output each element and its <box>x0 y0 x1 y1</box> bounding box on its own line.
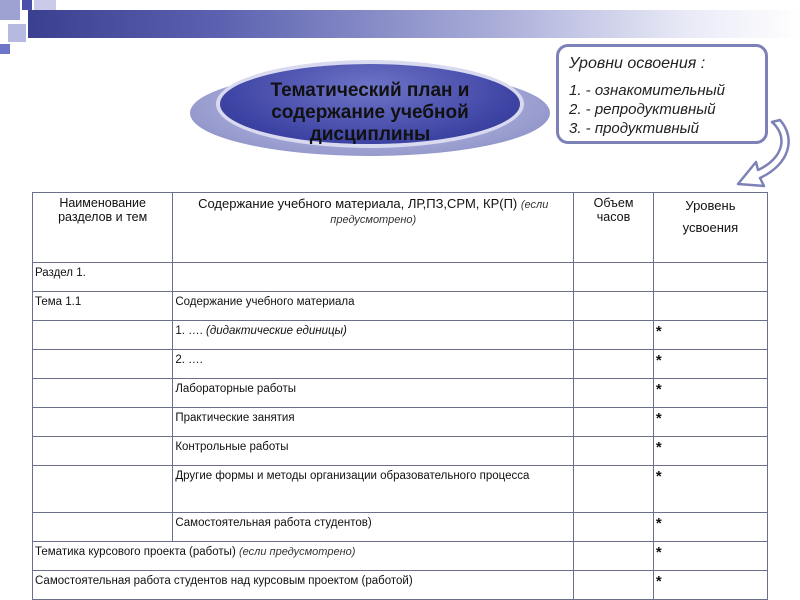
cell-item-1-number: 1. …. <box>175 325 203 337</box>
level-star: * <box>653 513 767 542</box>
page-title-line-2: содержание учебной <box>271 102 469 123</box>
table-row <box>33 379 768 408</box>
thematic-plan-table <box>32 192 768 600</box>
cell-section-1: Раздел 1. <box>33 263 173 292</box>
cell-empty <box>653 292 767 321</box>
cell-empty <box>574 321 654 350</box>
cell-course-project-self-study: Самостоятельная работа студентов над курсовым проектом (работой) <box>33 571 574 600</box>
table-row <box>33 513 768 542</box>
cell-control-works: Контрольные работы <box>173 437 574 466</box>
level-star: * <box>653 466 767 513</box>
table-header-row <box>33 193 768 263</box>
cell-item-2: 2. …. <box>173 350 574 379</box>
levels-item-1: 1. - ознакомительный <box>569 82 725 99</box>
cell-empty <box>574 263 654 292</box>
cell-empty <box>653 263 767 292</box>
cell-lab-works: Лабораторные работы <box>173 379 574 408</box>
cell-empty <box>33 513 173 542</box>
cell-course-project-topics <box>33 542 574 571</box>
cell-topic-1-1: Тема 1.1 <box>33 292 173 321</box>
header-content <box>173 193 574 263</box>
cell-empty <box>574 571 654 600</box>
cell-empty <box>574 350 654 379</box>
header-level-line-2: усвоения <box>682 220 739 235</box>
cell-course-project-note: (если предусмотрено) <box>238 546 356 558</box>
page-title-line-1: Тематический план и <box>270 80 470 101</box>
cell-practical: Практические занятия <box>173 408 574 437</box>
table-row <box>33 408 768 437</box>
header-gradient-bar <box>28 10 800 38</box>
cell-empty <box>574 542 654 571</box>
table-row <box>33 292 768 321</box>
cell-item-1-note: (дидактические единицы) <box>206 325 347 337</box>
cell-other-forms: Другие формы и методы организации образовательного процесса <box>173 466 574 513</box>
cell-empty <box>33 466 173 513</box>
level-star: * <box>653 321 767 350</box>
level-star: * <box>653 571 767 600</box>
table-row <box>33 542 768 571</box>
header-level <box>653 193 767 263</box>
decor-square <box>0 0 20 20</box>
cell-empty <box>574 466 654 513</box>
cell-empty <box>574 408 654 437</box>
page-title-line-3: дисциплины <box>309 124 431 145</box>
table-row <box>33 350 768 379</box>
table-row <box>33 437 768 466</box>
table-row <box>33 263 768 292</box>
decor-square <box>0 44 10 54</box>
header-hours-text: Объем часов <box>593 196 634 224</box>
header-content-text: Содержание учебного материала, ЛР,ПЗ,СРМ, КР(П) <box>198 196 518 211</box>
cell-empty <box>173 263 574 292</box>
level-star: * <box>653 408 767 437</box>
table-row <box>33 321 768 350</box>
cell-empty <box>574 292 654 321</box>
header-content-note: (если предусмотрено) <box>330 199 549 226</box>
levels-item-3: 3. - продуктивный <box>569 120 699 137</box>
header-sections <box>33 193 173 263</box>
cell-empty <box>33 437 173 466</box>
header-level-line-1: Уровень <box>685 198 736 213</box>
level-star: * <box>653 542 767 571</box>
decor-square <box>8 24 26 42</box>
level-star: * <box>653 379 767 408</box>
header-hours <box>574 193 654 263</box>
cell-empty <box>33 379 173 408</box>
cell-empty <box>574 379 654 408</box>
header-sections-text: Наименование разделов и тем <box>58 196 148 224</box>
levels-item-2: 2. - репродуктивный <box>569 101 716 118</box>
cell-item-1 <box>173 321 574 350</box>
cell-empty <box>33 408 173 437</box>
curved-arrow-icon <box>724 118 794 198</box>
table-row <box>33 466 768 513</box>
page-title <box>190 80 550 146</box>
cell-empty <box>574 437 654 466</box>
level-star: * <box>653 437 767 466</box>
level-star: * <box>653 350 767 379</box>
cell-empty <box>33 350 173 379</box>
cell-content-heading: Содержание учебного материала <box>173 292 574 321</box>
cell-empty <box>574 513 654 542</box>
cell-empty <box>33 321 173 350</box>
cell-self-study: Самостоятельная работа студентов) <box>173 513 574 542</box>
levels-callout-title: Уровни освоения : <box>569 55 706 72</box>
table-row <box>33 571 768 600</box>
decor-square <box>22 0 32 10</box>
cell-course-project-text: Тематика курсового проекта (работы) <box>35 546 236 558</box>
